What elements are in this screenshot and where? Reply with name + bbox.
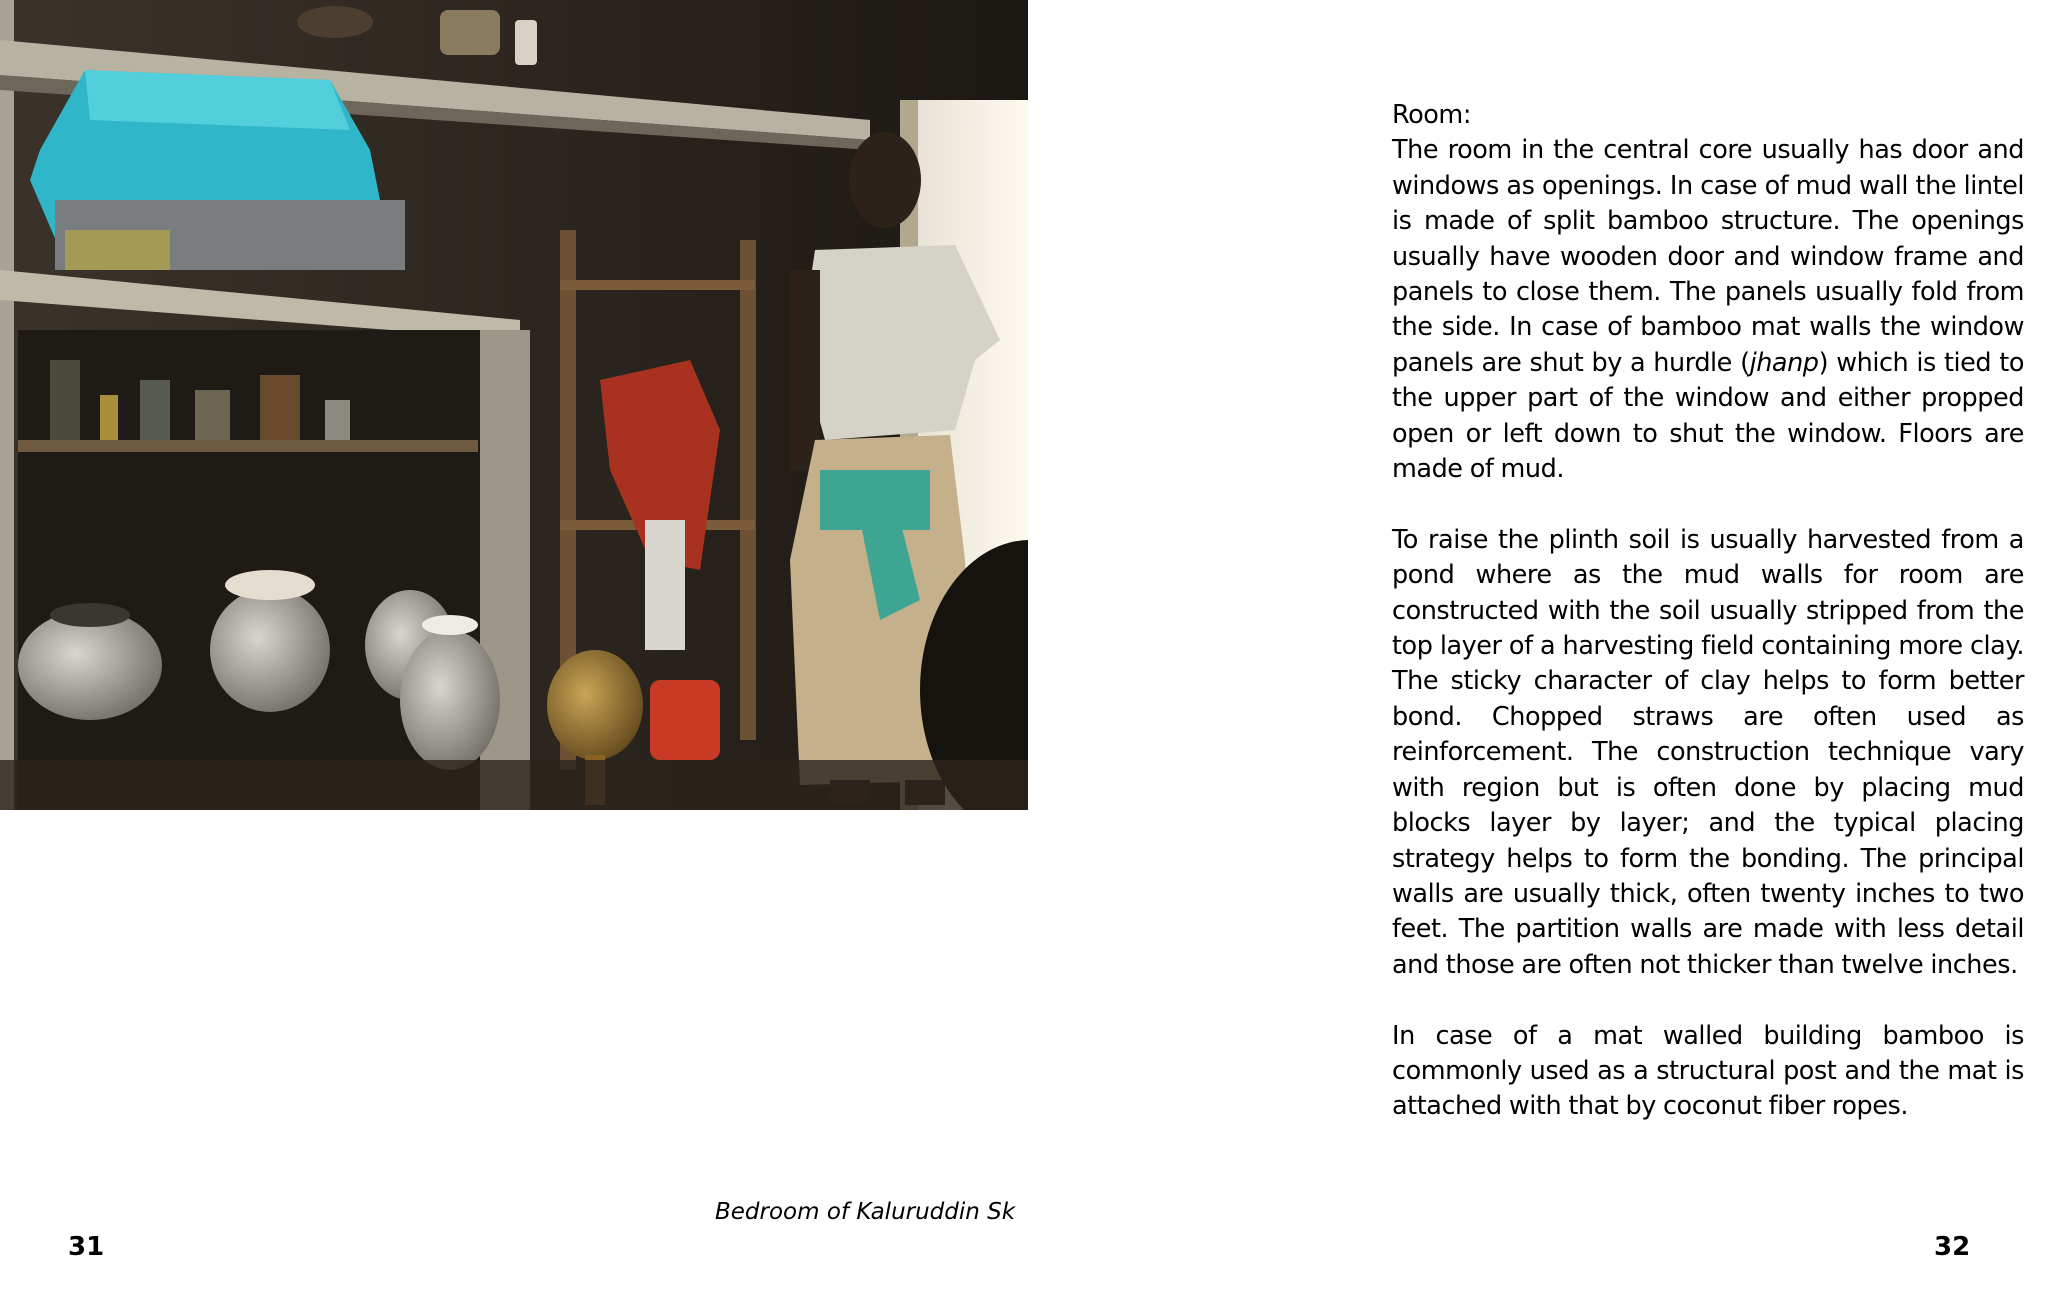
paragraph-room-text-b: ) which is tied to the upper part of the window and either propped open or left down to shut the window. Floors are made of mud. (1392, 347, 2025, 485)
photo-caption: Bedroom of Kaluruddin Sk (715, 1199, 1016, 1225)
paragraph-room-text-a: The room in the central core usually has door and windows as openings. In case of mud wall the lintel is made of split bamboo structure. The openings usually have wooden door and window frame and panels to close them. The panels usually fold from the side. In case of bamboo mat walls the window panels are shut by a hurdle ( (1392, 135, 2024, 378)
bedroom-photo-illustration (0, 0, 1028, 810)
term-jhanp: jhanp (1749, 347, 1819, 378)
page-number-right: 32 (1934, 1232, 1971, 1262)
paragraph-mat-wall: In case of a mat walled building bamboo is commonly used as a structural post and the mat is attached with that by coconut fiber ropes. (1392, 1020, 2024, 1122)
paragraph-plinth: To raise the plinth soil is usually harvested from a pond where as the mud walls for room are constructed with the soil usually stripped from the top layer of a harvesting field containing more clay. The sticky character of clay helps to form better bond. Chopped straws are often used as reinforcement. The construction technique vary with region but is often done by placing mud blocks layer by layer; and the typical placing strategy helps to form the bonding. The principal walls are usually thick, often twenty inches to two feet. The partition walls are made with less detail and those are often not thicker than twelve inches. (1392, 524, 2024, 980)
section-heading: Room: (1392, 100, 1471, 130)
body-text-column (1392, 98, 2024, 1160)
bedroom-photo (0, 0, 1028, 810)
paragraph-room (1392, 98, 2024, 487)
page-number-left: 31 (68, 1232, 105, 1262)
